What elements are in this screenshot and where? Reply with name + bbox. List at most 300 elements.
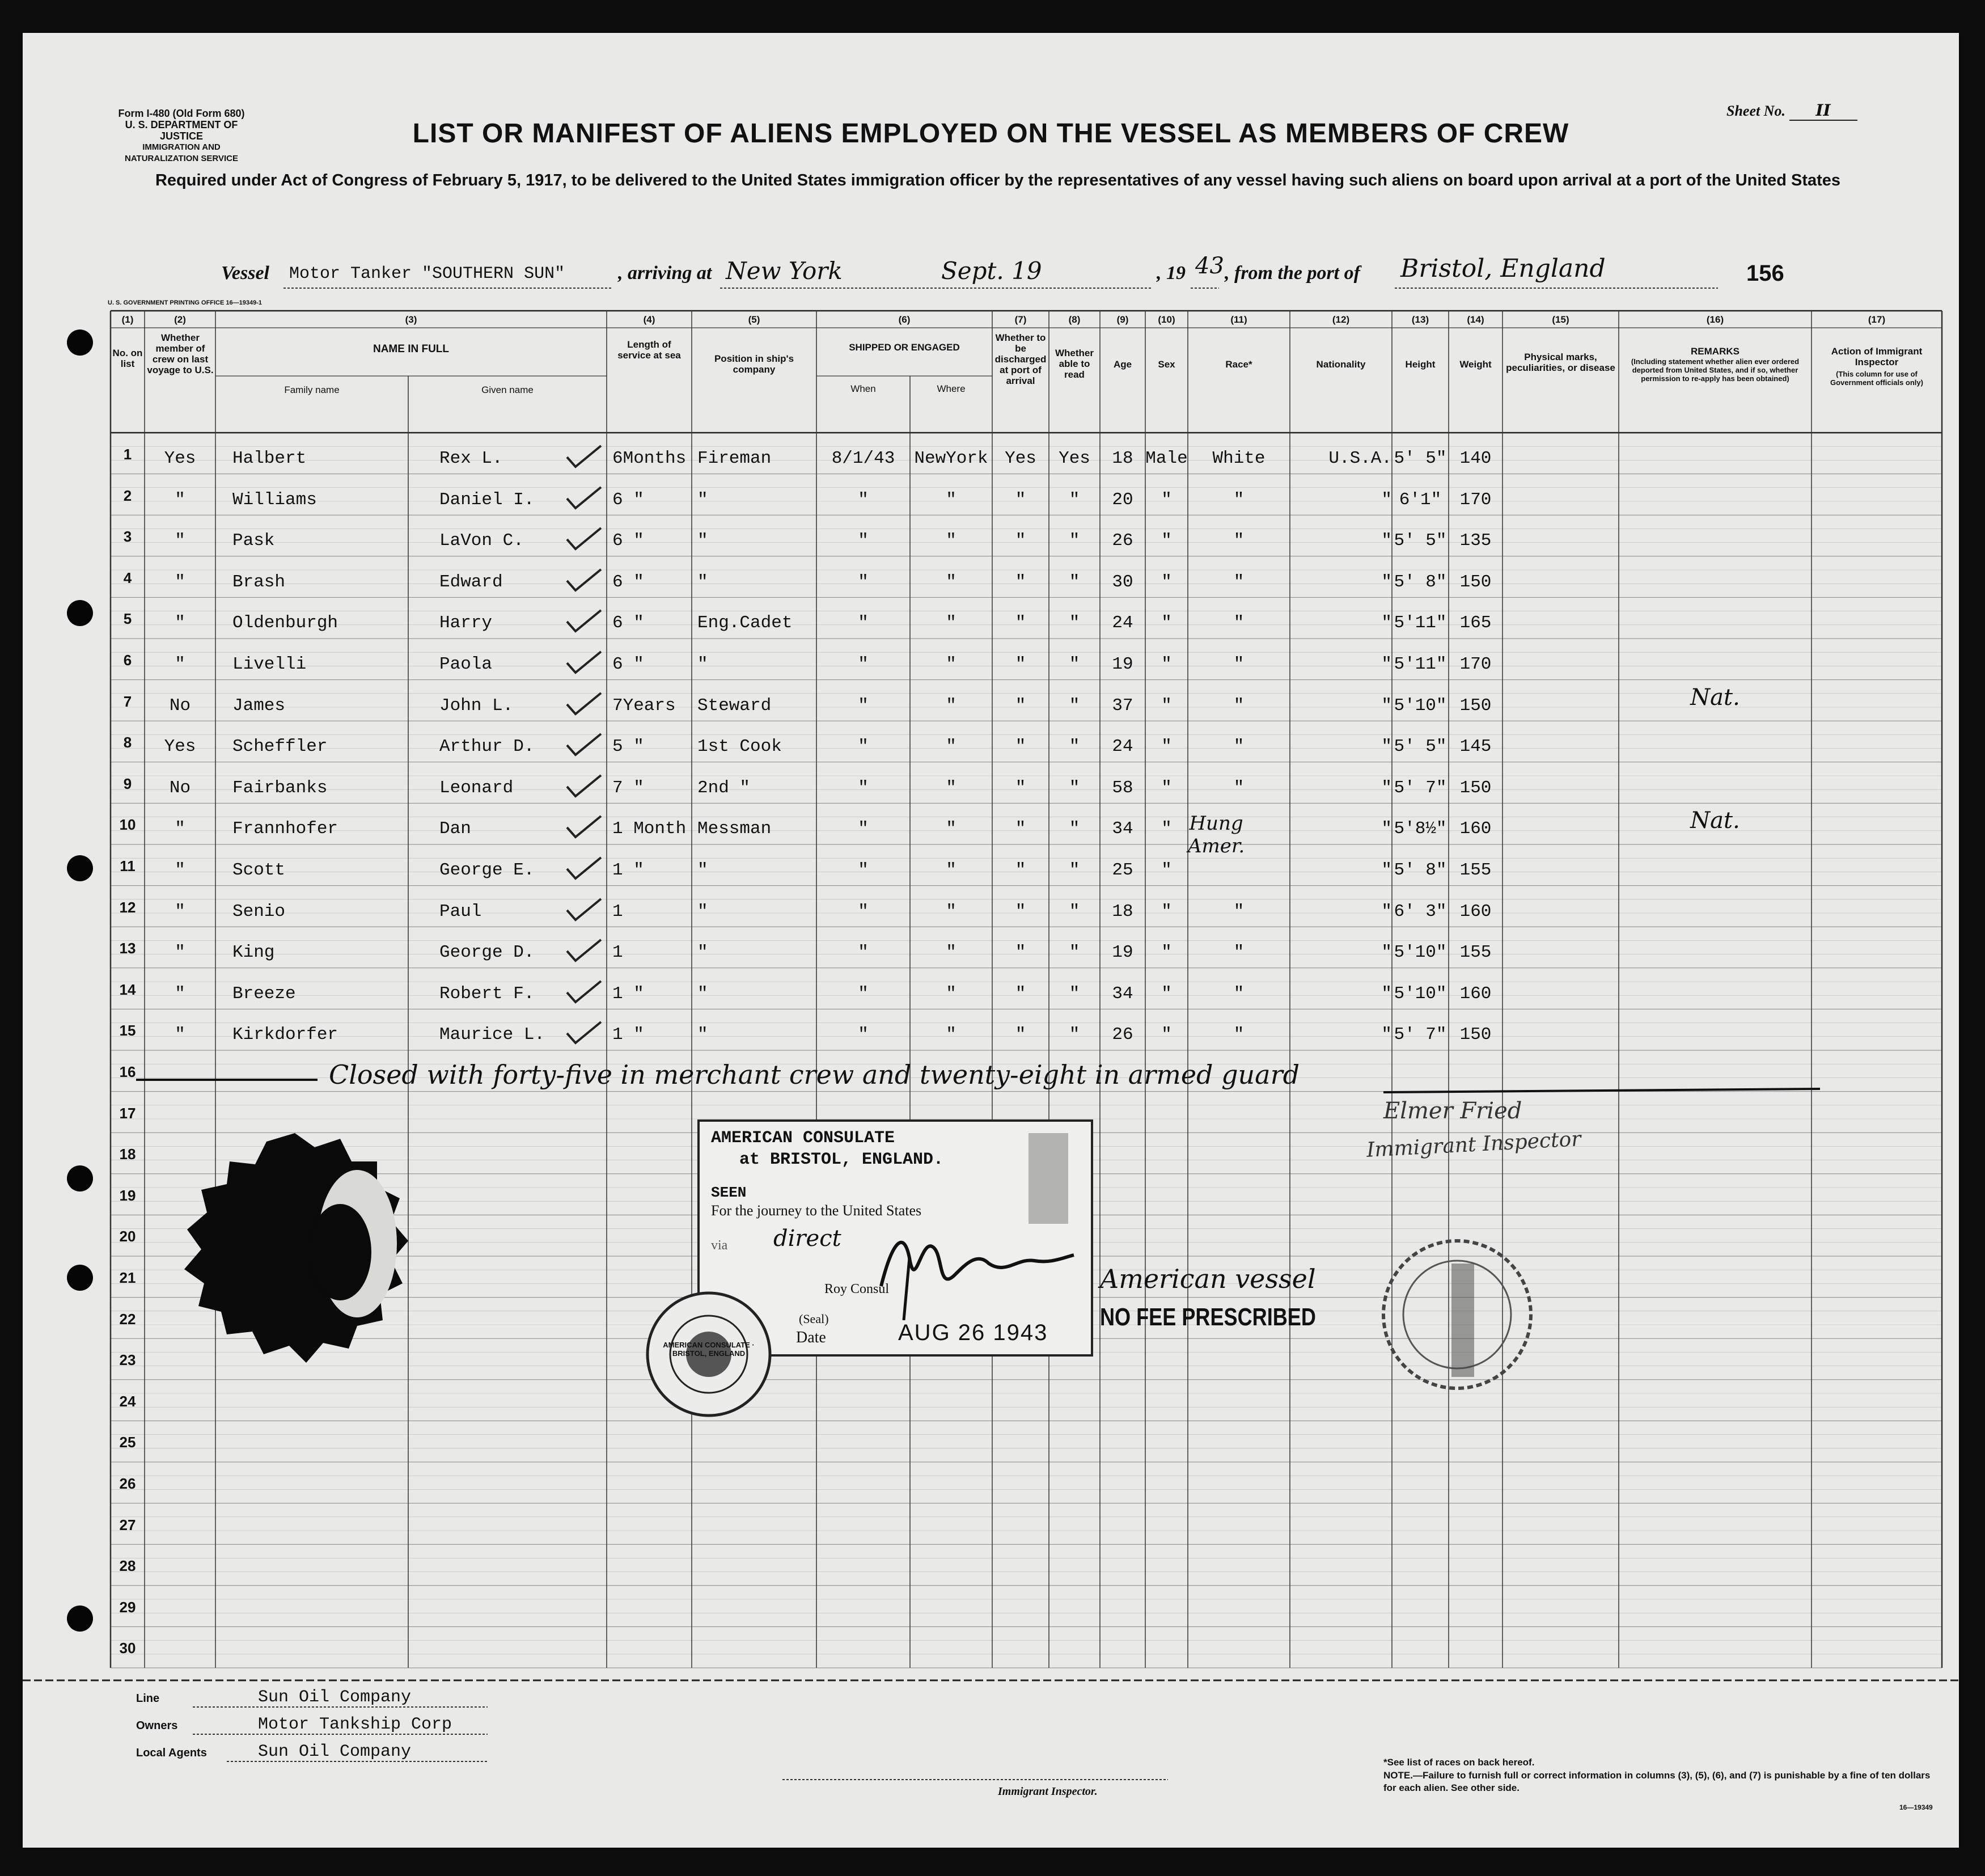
cell-nationality: " [1381,654,1392,674]
cell-position: " [697,901,708,922]
cell-prev: " [175,983,185,1004]
col-head-3: NAME IN FULL [373,343,450,355]
row-number: 18 [119,1146,136,1163]
round-seal-text: AMERICAN CONSULATE · BRISTOL, ENGLAND [663,1341,755,1358]
cell-sex: " [1161,819,1172,839]
cell-service: 1 " [612,983,644,1004]
cell-weight: 170 [1459,654,1492,674]
requirement-text: Required under Act of Congress of February 5, 1917, to be delivered to the United States immigration officer by the representatives of any vessel having such aliens on board upon arrival at a port of the United States [155,171,1841,189]
cell-nationality: " [1381,613,1392,633]
cell-read: " [1069,819,1080,839]
cell-service: 1 " [612,860,644,880]
manifest-page [23,33,1959,1848]
cell-age: 26 [1112,1025,1133,1045]
col-num-10: (10) [1158,314,1175,325]
stamp-via-value: direct [773,1226,841,1252]
cell-sex: Male [1145,449,1188,468]
cell-given: Arthur D. [439,737,535,757]
col-num-14: (14) [1467,314,1484,325]
cell-sex: " [1161,531,1172,551]
cell-read: " [1069,654,1080,674]
cell-where: " [946,654,956,674]
cell-family: Fairbanks [232,778,328,798]
arriving-label: , arriving at [618,263,712,284]
col-num-1: (1) [121,314,134,325]
stamp-journey: For the journey to the United States [711,1202,922,1219]
cell-nationality: " [1381,1025,1392,1045]
footer-line-value: Sun Oil Company [258,1688,412,1707]
footer-inspector-label: Immigrant Inspector. [998,1785,1098,1798]
cell-age: 26 [1112,531,1133,551]
cell-height: 5'8½" [1394,819,1447,839]
cell-weight: 155 [1459,943,1492,963]
annotation-vessel: American vessel [1100,1264,1316,1294]
row-number: 27 [119,1516,136,1533]
cell-height: 5' 8" [1394,572,1447,592]
cell-where: " [946,778,956,798]
cell-read: " [1069,695,1080,716]
cell-when: " [858,613,869,633]
cell-family: Halbert [232,449,307,468]
cell-family: Williams [232,489,317,510]
cell-position: " [697,860,708,880]
row-number: 5 [123,610,132,628]
cell-prev: " [175,943,185,963]
inspector-signature-title: Immigrant Inspector [1366,1127,1582,1162]
cell-where: " [946,531,956,551]
row-number: 30 [119,1640,136,1657]
cell-where: NewYork [914,449,988,468]
cell-read: Yes [1059,449,1090,468]
row-number: 26 [119,1475,136,1492]
cell-family: Breeze [232,983,296,1004]
when-head: When [850,383,876,394]
col-head-9: Age [1113,359,1132,370]
from-port: Bristol, England [1400,254,1606,283]
cell-family: Frannhofer [232,819,338,839]
cell-position: 2nd " [697,778,751,798]
cell-weight: 145 [1459,737,1492,757]
cell-age: 58 [1112,778,1133,798]
cell-given: Rex L. [439,449,503,468]
cell-height: 5' 8" [1394,860,1447,880]
col-num-6: (6) [898,314,911,325]
cell-given: John L. [439,695,514,716]
cell-given: LaVon C. [439,531,524,551]
cell-race: " [1233,943,1245,963]
cell-sex: " [1161,489,1172,510]
cell-race: " [1233,531,1245,551]
cell-discharged: " [1015,778,1026,798]
cell-sex: " [1161,572,1172,592]
cell-when: " [858,860,869,880]
cell-read: " [1069,489,1080,510]
cell-read: " [1069,943,1080,963]
cell-when: " [858,695,869,716]
cell-service: 6 " [612,531,644,551]
cell-service: 6 " [612,572,644,592]
cell-service: 6Months [612,449,687,468]
cell-nationality: " [1381,737,1392,757]
cell-height: 5' 5" [1394,737,1447,757]
cell-nationality: " [1381,489,1392,510]
inspector-signature-name: Elmer Fried [1383,1098,1522,1124]
stamp-seen: SEEN [711,1184,747,1201]
cell-prev: " [175,819,185,839]
given-name-head: Given name [481,385,534,395]
cell-family: Senio [232,901,286,922]
cell-discharged: " [1015,531,1026,551]
cell-sex: " [1161,983,1172,1004]
footer-line-label: Line [136,1692,160,1705]
cell-nationality: " [1381,819,1392,839]
cell-discharged: " [1015,860,1026,880]
cell-race: " [1233,489,1245,510]
cell-where: " [946,983,956,1004]
cell-height: 5'11" [1394,654,1447,674]
cell-given: Daniel I. [439,489,535,510]
row-number: 8 [123,734,132,751]
cell-family: King [232,943,275,963]
row-number: 23 [119,1351,136,1369]
cell-position: " [697,1025,708,1045]
cell-when: " [858,531,869,551]
cell-read: " [1069,983,1080,1004]
cell-age: 19 [1112,654,1133,674]
cell-discharged: " [1015,613,1026,633]
cell-where: " [946,695,956,716]
cell-family: Oldenburgh [232,613,338,633]
cell-weight: 140 [1459,449,1492,468]
sheet-value: II [1789,101,1857,121]
cell-discharged: " [1015,943,1026,963]
cell-weight: 165 [1459,613,1492,633]
cell-age: 30 [1112,572,1133,592]
cell-when: " [858,778,869,798]
form-number: Form I-480 (Old Form 680) [118,108,245,119]
cell-when: " [858,943,869,963]
cell-weight: 170 [1459,489,1492,510]
cell-nationality: " [1381,572,1392,592]
cell-when: " [858,737,869,757]
cell-position: " [697,654,708,674]
cell-race: " [1233,1025,1245,1045]
row-number: 12 [119,898,136,916]
stamp-line1: AMERICAN CONSULATE [711,1129,895,1148]
cell-discharged: " [1015,489,1026,510]
col-head-10: Sex [1158,359,1175,370]
sheet-label: Sheet No. [1726,103,1785,119]
cell-service: 1 [612,901,623,922]
cell-age: 24 [1112,613,1133,633]
cell-given: Harry [439,613,493,633]
cell-discharged: " [1015,819,1026,839]
col-head-13: Height [1405,359,1436,370]
cell-race: " [1233,695,1245,716]
cell-service: 1 [612,943,623,963]
cell-given: Robert F. [439,983,535,1004]
row-number: 9 [123,775,132,792]
cell-sex: " [1161,613,1172,633]
vessel-label: Vessel [221,263,269,284]
cell-family: Livelli [232,654,307,674]
cell-read: " [1069,613,1080,633]
cell-position: Steward [697,695,772,716]
cell-remarks: Nat. [1690,684,1740,711]
footer-agents-value: Sun Oil Company [258,1742,412,1761]
cell-nationality: " [1381,983,1392,1004]
col-head-8: Whether able to read [1055,348,1094,380]
stamp-date-value: AUG 26 1943 [898,1320,1048,1345]
cell-given: Maurice L. [439,1025,545,1045]
cell-service: 6 " [612,654,644,674]
row-number: 19 [119,1186,136,1204]
col-head-6: SHIPPED OR ENGAGED [849,342,960,353]
row-number: 10 [119,816,136,834]
cell-race: White [1212,449,1266,468]
cell-given: Paola [439,654,493,674]
cell-family: Brash [232,572,286,592]
cell-age: 37 [1112,695,1133,716]
cell-prev: " [175,572,185,592]
cell-when: " [858,489,869,510]
cell-race: " [1233,983,1245,1004]
year-prefix: , 19 [1157,263,1186,284]
cell-sex: " [1161,943,1172,963]
footer-owners-value: Motor Tankship Corp [258,1715,452,1734]
cell-race: " [1233,778,1245,798]
cell-nationality: " [1381,901,1392,922]
annotation-fee: NO FEE PRESCRIBED [1100,1303,1316,1331]
cell-height: 5' 5" [1394,449,1447,468]
cell-position: " [697,943,708,963]
cell-when: " [858,901,869,922]
cell-discharged: " [1015,654,1026,674]
col-num-17: (17) [1868,314,1886,325]
cell-given: Edward [439,572,503,592]
row-number: 21 [119,1269,136,1286]
col-num-4: (4) [643,314,655,325]
cell-nationality: " [1381,943,1392,963]
cell-weight: 160 [1459,983,1492,1004]
from-label: , from the port of [1225,263,1360,284]
col-head-2: Whether member of crew on last voyage to U.S. [147,332,214,375]
cell-height: 5' 7" [1394,778,1447,798]
year: 43 [1195,253,1224,279]
cell-sex: " [1161,901,1172,922]
col-num-9: (9) [1116,314,1129,325]
stamp-line2: at BRISTOL, ENGLAND. [739,1150,944,1169]
cell-sex: " [1161,695,1172,716]
cell-prev: " [175,489,185,510]
cell-height: 5'10" [1394,695,1447,716]
col-head-15: Physical marks, peculiarities, or disease [1506,352,1615,373]
col-head-12: Nationality [1316,359,1366,370]
cell-read: " [1069,531,1080,551]
row-number: 28 [119,1557,136,1575]
col-num-3: (3) [405,314,417,325]
cell-race: Hung Amer. [1188,812,1245,858]
cell-race: " [1233,613,1245,633]
cell-where: " [946,901,956,922]
arrival-date: Sept. 19 [941,257,1042,285]
cell-given: George D. [439,943,535,963]
row-number: 17 [119,1104,136,1122]
cell-position: " [697,983,708,1004]
cell-remarks: Nat. [1690,808,1740,834]
col-num-16: (16) [1706,314,1724,325]
cell-family: Pask [232,531,275,551]
cell-height: 5'10" [1394,983,1447,1004]
col-head-14: Weight [1459,359,1492,370]
row-number: 24 [119,1392,136,1410]
col-num-12: (12) [1332,314,1350,325]
stamp-date-label: Date [796,1329,826,1346]
cell-when: 8/1/43 [831,449,895,468]
cell-prev: No [169,695,191,716]
cell-where: " [946,943,956,963]
cell-position: 1st Cook [697,737,782,757]
vessel-name: Motor Tanker "SOUTHERN SUN" [289,264,565,284]
cell-prev: " [175,1025,185,1045]
cell-race: " [1233,572,1245,592]
cell-weight: 150 [1459,572,1492,592]
cell-when: " [858,572,869,592]
cell-prev: " [175,654,185,674]
col-head-4: Length of service at sea [617,339,681,361]
cell-when: " [858,983,869,1004]
row-number: 7 [123,692,132,710]
cell-service: 6 " [612,489,644,510]
cell-discharged: " [1015,572,1026,592]
cell-age: 18 [1112,449,1133,468]
col-num-5: (5) [748,314,760,325]
cell-weight: 135 [1459,531,1492,551]
cell-age: 24 [1112,737,1133,757]
col-num-13: (13) [1411,314,1429,325]
cell-height: 6'1" [1399,489,1442,510]
document-title: LIST OR MANIFEST OF ALIENS EMPLOYED ON THE VESSEL AS MEMBERS OF CREW [412,119,1569,149]
cell-read: " [1069,737,1080,757]
col-num-15: (15) [1552,314,1569,325]
col-num-11: (11) [1230,314,1247,325]
cell-weight: 155 [1459,860,1492,880]
wax-seal [153,1122,437,1371]
service: IMMIGRATION AND NATURALIZATION SERVICE [124,142,238,163]
cell-when: " [858,819,869,839]
cell-service: 7Years [612,695,676,716]
cell-weight: 160 [1459,819,1492,839]
family-name-head: Family name [284,385,340,395]
cell-prev: " [175,613,185,633]
cell-height: 6' 3" [1394,901,1447,922]
row-number: 4 [123,569,132,586]
row-number: 22 [119,1310,136,1328]
inspection-round-stamp [1372,1229,1542,1400]
row-number: 14 [119,981,136,998]
row-number: 1 [123,446,132,463]
cell-discharged: " [1015,1025,1026,1045]
cell-discharged: " [1015,695,1026,716]
cell-where: " [946,1025,956,1045]
col-head-16: REMARKS [1691,346,1739,357]
cell-position: Eng.Cadet [697,613,793,633]
footer-note: NOTE.—Failure to furnish full or correct information in columns (3), (5), (6), and (7) is punishable by a fine of ten dollars for each alien. See other side. [1383,1770,1931,1793]
stamp-seal-label: (Seal) [799,1312,829,1326]
cell-when: " [858,654,869,674]
cell-family: Kirkdorfer [232,1025,338,1045]
cell-race: " [1233,654,1245,674]
cell-where: " [946,860,956,880]
row-number: 15 [119,1022,136,1040]
cell-height: 5' 7" [1394,1025,1447,1045]
cell-age: 20 [1112,489,1133,510]
cell-age: 18 [1112,901,1133,922]
row-number: 25 [119,1434,136,1451]
col-num-2: (2) [174,314,186,325]
cell-given: Leonard [439,778,514,798]
cell-position: " [697,572,708,592]
printing-office: U. S. GOVERNMENT PRINTING OFFICE 16—19349-1 [108,299,263,306]
where-head: Where [937,383,966,394]
stamp-consul: Roy Consul [824,1282,890,1296]
cell-where: " [946,572,956,592]
col-head-1: No. on list [112,348,143,369]
department: U. S. DEPARTMENT OF JUSTICE [125,119,238,142]
cell-nationality: " [1381,695,1392,716]
stamp-smudge [1017,1127,1080,1229]
cell-read: " [1069,1025,1080,1045]
cell-weight: 150 [1459,778,1492,798]
cell-read: " [1069,572,1080,592]
cell-prev: " [175,901,185,922]
cell-race: " [1233,901,1245,922]
cell-nationality: U.S.A. [1328,449,1392,468]
row-number: 29 [119,1598,136,1616]
closing-note: Closed with forty-five in merchant crew and twenty-eight in armed guard [329,1059,1300,1090]
cell-sex: " [1161,654,1172,674]
cell-position: " [697,531,708,551]
page-number: 156 [1746,261,1784,286]
footer-owners-label: Owners [136,1719,178,1732]
cell-given: Dan [439,819,471,839]
row-number: 3 [123,528,132,546]
cell-sex: " [1161,860,1172,880]
cell-age: 19 [1112,943,1133,963]
closing-strokes [23,33,1959,1110]
cell-sex: " [1161,1025,1172,1045]
row-number: 20 [119,1228,136,1245]
footer-code: 16—19349 [1899,1803,1933,1811]
col-num-7: (7) [1014,314,1027,325]
cell-discharged: " [1015,737,1026,757]
cell-where: " [946,613,956,633]
cell-height: 5'10" [1394,943,1447,963]
remarks-note: (Including statement whether alien ever ordered deported from United States, and if so, whether permission to re-apply has been obtained) [1631,357,1800,383]
cell-age: 34 [1112,819,1133,839]
cell-discharged: Yes [1005,449,1036,468]
row-number: 16 [119,1063,136,1080]
row-number: 13 [119,940,136,957]
cell-family: James [232,695,286,716]
cell-where: " [946,737,956,757]
cell-prev: Yes [164,737,196,757]
col-head-5: Position in ship's company [714,353,794,375]
cell-weight: 150 [1459,1025,1492,1045]
cell-given: George E. [439,860,535,880]
cell-height: 5'11" [1394,613,1447,633]
cell-position: " [697,489,708,510]
